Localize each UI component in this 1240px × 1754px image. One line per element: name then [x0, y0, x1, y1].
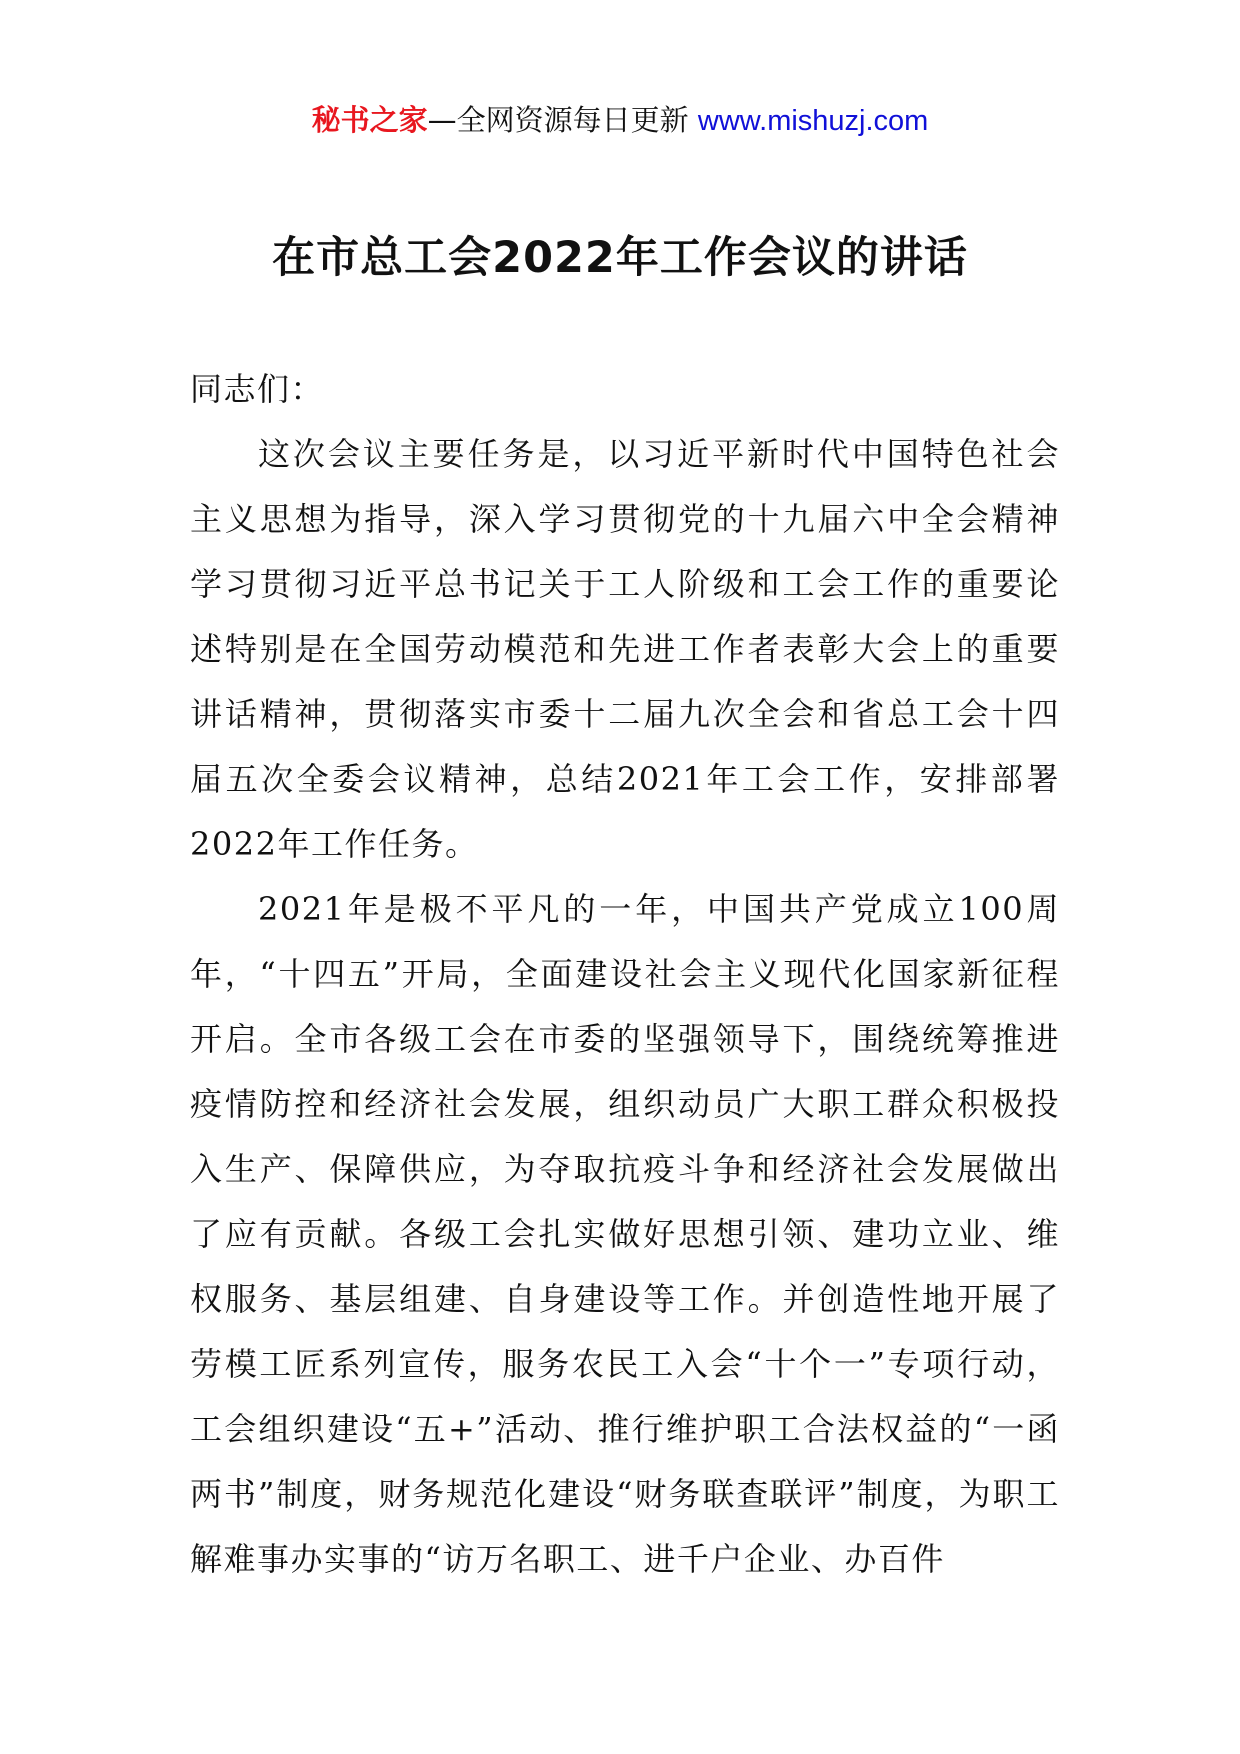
- site-brand: 秘书之家: [311, 103, 428, 137]
- site-url-link[interactable]: www.mishuzj.com: [697, 105, 929, 137]
- document-title: 在市总工会2022年工作会议的讲话: [272, 233, 968, 283]
- greeting: 同志们：: [190, 370, 325, 408]
- site-header: [0, 100, 1240, 141]
- paragraph-1: 这次会议主要任务是，以习近平新时代中国特色社会主义思想为指导，深入学习贯彻党的十九届六中全会精神学习贯彻习近平总书记关于工人阶级和工会工作的重要论述特别是在全国劳动模范和先进工作者表彰大会上的重要讲话精神，贯彻落实市委十二届九次全会和省总工会十四届五次全委会议精神，总结2021年工会工作，安排部署2022年工作任务。: [190, 435, 1060, 863]
- site-slogan: —全网资源每日更新: [427, 103, 689, 137]
- paragraph-2: 2021年是极不平凡的一年，中国共产党成立100周年，“十四五”开局，全面建设社会主义现代化国家新征程开启。全市各级工会在市委的坚强领导下，围绕统筹推进疫情防控和经济社会发展，组织动员广大职工群众积极投入生产、保障供应，为夺取抗疫斗争和经济社会发展做出了应有贡献。各级工会扎实做好思想引领、建功立业、维权服务、基层组建、自身建设等工作。并创造性地开展了劳模工匠系列宣传，服务农民工入会“十个一”专项行动，工会组织建设“五+”活动、推行维护职工合法权益的“一函两书”制度，财务规范化建设“财务联查联评”制度，为职工解难事办实事的“访万名职工、进千户企业、办百件: [190, 890, 1060, 1578]
- document-body: [190, 357, 1060, 1592]
